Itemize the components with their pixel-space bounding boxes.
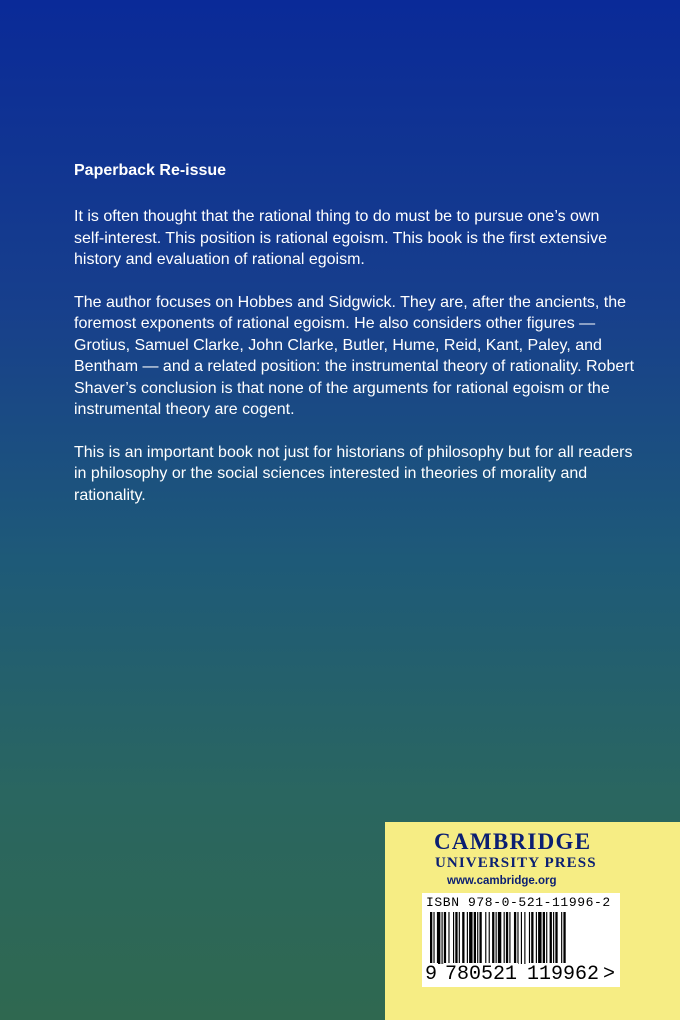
barcode-bar [550,912,552,964]
barcode-bar [477,912,478,964]
barcode-bar [474,912,476,964]
barcode-bar [504,912,505,964]
barcode-bar [553,912,554,964]
barcode-bar [489,912,490,964]
barcode-bar [524,912,525,964]
barcode-bar [561,912,562,964]
barcode-bar [521,912,522,964]
barcode-bar [514,912,516,964]
barcode-bar [437,912,440,964]
blurb [74,160,634,527]
barcode-bar [563,912,565,964]
barcode-bar [433,912,434,964]
barcode-bar [469,912,472,964]
isbn-label: ISBN 978-0-521-11996-2 [426,895,611,910]
publisher-logo-name: CAMBRIDGE [434,829,592,854]
barcode-bar [485,912,486,964]
barcode-digit-first: 9 [425,963,438,986]
barcode-bar [529,912,530,964]
barcode-bar [430,912,432,964]
blurb-paragraph-3: This is an important book not just for historians of philosophy but for all readers in philosophy or the social sciences interested in theories of morality and rationality. [74,443,633,504]
barcode-digits-right: 119962 [527,963,600,986]
barcode-bar [531,912,533,964]
barcode-bar [467,912,468,964]
barcode-bar [459,912,460,964]
barcode-bars [422,912,620,964]
barcode [422,893,620,987]
barcode-bar [536,912,537,964]
barcode-bar [543,912,545,964]
publisher-logo-subtitle: UNIVERSITY PRESS [435,855,597,871]
barcode-bar [555,912,557,964]
barcode-bar [509,912,510,964]
blurb-paragraph-2: The author focuses on Hobbes and Sidgwick. They are, after the ancients, the foremost exponents of rational egoism. He also considers other figures — Grotius, Samuel Clarke, John Clarke, Butler, Hume, Reid, Kant, Paley, and Bentham — and a related position: the instrumental theory of rationality. Robert Shaver’s conclusion is that none of the arguments for rational egoism or the instrumental theory are cogent. [74,293,635,418]
barcode-bar [546,912,547,964]
blurb-heading: Paperback Re-issue [74,162,227,179]
barcode-bar [498,912,501,964]
barcode-bar [538,912,541,964]
barcode-bar [517,912,518,964]
barcode-digits [422,963,620,985]
barcode-digits-left: 780521 [445,963,518,986]
barcode-bar [462,912,464,964]
barcode-bar [444,912,446,964]
barcode-bar [496,912,497,964]
barcode-bar [479,912,481,964]
barcode-bar [442,912,443,964]
barcode-quiet-mark: > [603,963,616,986]
barcode-bar [448,912,449,964]
barcode-bar [506,912,508,964]
barcode-bar [453,912,454,964]
barcode-bar [455,912,457,964]
barcode-bar [492,912,494,964]
publisher-url: www.cambridge.org [447,875,557,887]
blurb-paragraph-1: It is often thought that the rational thing to do must be to pursue one’s own self-interest. This position is rational egoism. This book is the first extensive history and evaluation of rational egoism. [74,208,607,268]
